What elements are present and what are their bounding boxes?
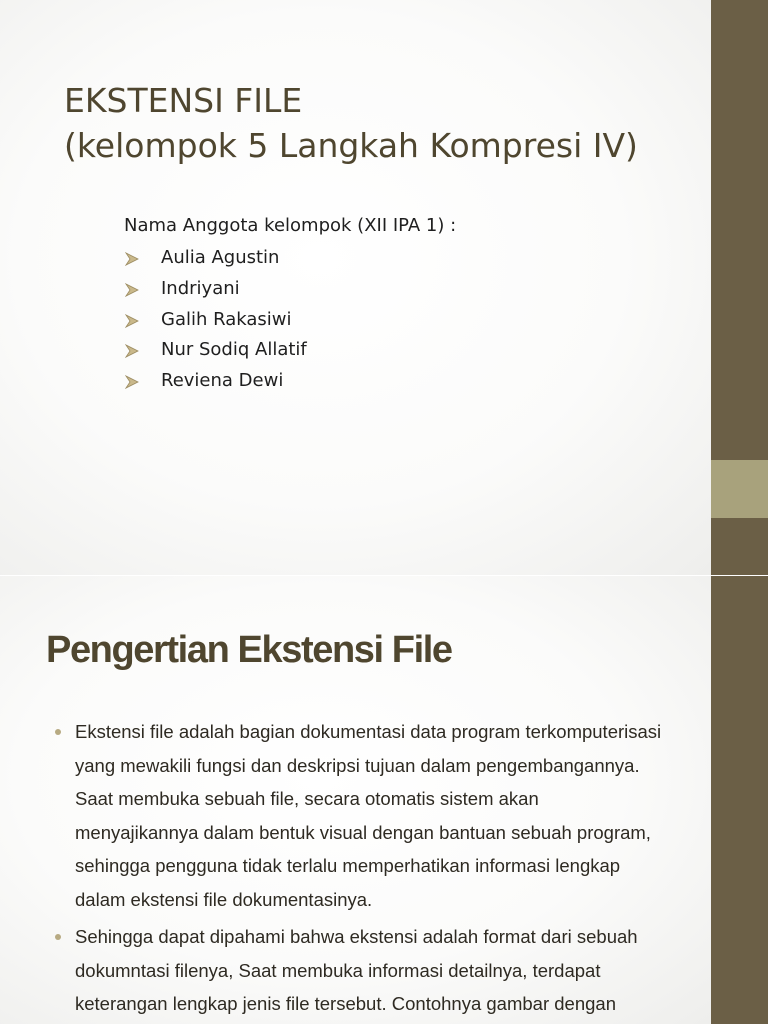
title-line-2: (kelompok 5 Langkah Kompresi IV): [64, 126, 638, 165]
sidebar-band-accent: [711, 460, 768, 518]
title-line-1: EKSTENSI FILE: [64, 81, 303, 120]
slide-2-title: Pengertian Ekstensi File: [46, 629, 452, 671]
member-name: Galih Rakasiwi: [161, 308, 292, 330]
arrow-bullet-icon: [125, 314, 139, 328]
member-name: Nur Sodiq Allatif: [161, 339, 307, 361]
member-list: [124, 243, 456, 397]
sidebar-band-bottom: [711, 518, 768, 575]
bullet-list: [50, 715, 665, 1024]
bullet-text: Ekstensi file adalah bagian dokumentasi data program terkomputerisasi yang mewakili fungsi dan deskripsi tujuan dalam pengembangannya. Saat membuka sebuah file, secara otomatis sistem akan menyajikannya dalam bentuk visual dengan bantuan sebuah program, sehingga pengguna tidak terlalu memperhatikan informasi lengkap dalam ekstensi file dokumentasinya.: [75, 721, 662, 910]
member-name: Aulia Agustin: [161, 247, 280, 268]
arrow-bullet-icon: [125, 283, 139, 297]
list-item: [124, 366, 456, 397]
arrow-bullet-icon: [125, 252, 139, 266]
list-item: [124, 274, 456, 305]
list-item: [124, 243, 456, 274]
member-name: Reviena Dewi: [161, 370, 284, 392]
bullet-text: Sehingga dapat dipahami bahwa ekstensi adalah format dari sebuah dokumntasi filenya, Saat membuka informasi detailnya, terdapat keterangan lengkap jenis file tersebut. Contohnya gambar dengan: [75, 926, 638, 1014]
members-heading: Nama Anggota kelompok (XII IPA 1) :: [124, 215, 457, 236]
sidebar-band-top: [711, 0, 768, 460]
arrow-bullet-icon: [125, 375, 139, 389]
list-item: [50, 920, 665, 1021]
slide-2: [0, 576, 711, 1024]
slide-1-title: [64, 78, 638, 168]
dot-bullet-icon: [55, 934, 61, 940]
arrow-bullet-icon: [125, 344, 139, 358]
list-item: [124, 305, 456, 336]
list-item: [124, 335, 456, 366]
list-item: [50, 715, 665, 916]
sidebar-band-slide-2: [711, 576, 768, 1024]
dot-bullet-icon: [55, 729, 61, 735]
member-name: Indriyani: [161, 277, 240, 299]
members-block: [124, 213, 456, 397]
